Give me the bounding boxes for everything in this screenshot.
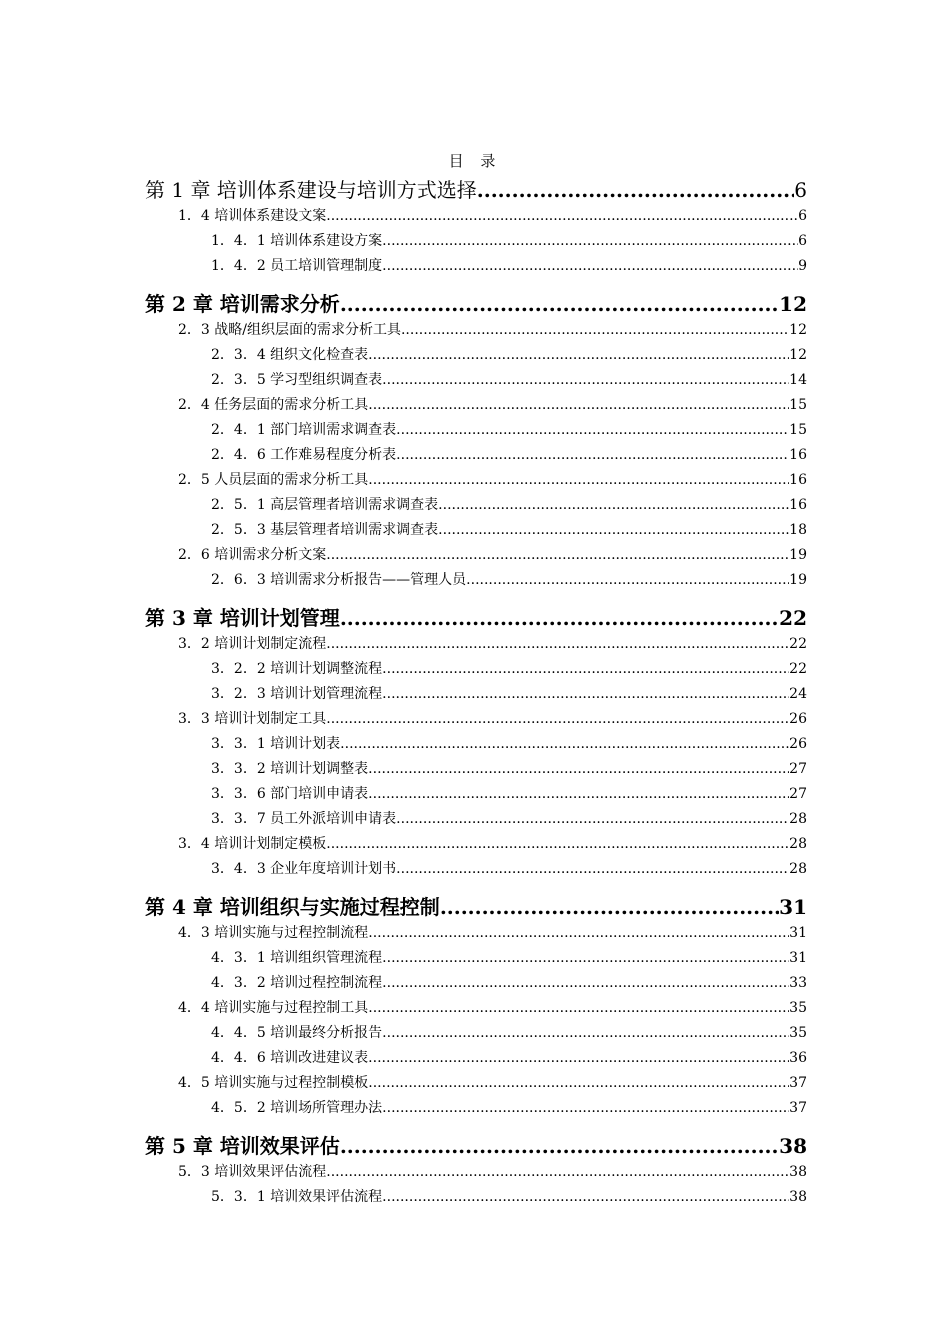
toc-leader-dots (382, 233, 798, 249)
toc-page-number: 37 (789, 1100, 807, 1116)
toc-page-number: 18 (789, 522, 807, 538)
toc-page-number: 15 (789, 422, 807, 438)
toc-subsection-entry[interactable] (145, 1097, 807, 1122)
toc-subsection-entry[interactable] (145, 230, 807, 255)
toc-entry-label: 3．3．6 部门培训申请表 (211, 786, 369, 802)
toc-subsection-entry[interactable] (145, 369, 807, 394)
toc-subsection-entry[interactable] (145, 733, 807, 758)
toc-leader-dots (401, 322, 789, 338)
toc-entry-label: 2．4．1 部门培训需求调查表 (211, 422, 397, 438)
toc-subsection-entry[interactable] (145, 858, 807, 883)
toc-leader-dots (477, 178, 794, 202)
toc-entry-label: 第 1 章 培训体系建设与培训方式选择 (145, 178, 477, 202)
toc-entry-label: 4．3 培训实施与过程控制流程 (178, 925, 369, 941)
toc-page-number: 22 (789, 636, 807, 652)
toc-entry-label: 第 4 章 培训组织与实施过程控制 (145, 895, 440, 919)
toc-subsection-entry[interactable] (145, 683, 807, 708)
toc-leader-dots (382, 1025, 789, 1041)
toc-subsection-entry[interactable] (145, 419, 807, 444)
toc-entry-label: 4．4 培训实施与过程控制工具 (178, 1000, 369, 1016)
toc-leader-dots (368, 397, 789, 413)
toc-page-number: 26 (789, 711, 807, 727)
toc-chapter-entry[interactable] (145, 891, 807, 922)
toc-page-number: 35 (789, 1000, 807, 1016)
toc-page-number: 24 (789, 686, 807, 702)
toc-subsection-entry[interactable] (145, 444, 807, 469)
toc-entry-label: 3．3．2 培训计划调整表 (211, 761, 369, 777)
toc-subsection-entry[interactable] (145, 1047, 807, 1072)
toc-leader-dots (438, 522, 789, 538)
toc-chapter-entry[interactable] (145, 174, 807, 205)
toc-leader-dots (382, 950, 789, 966)
toc-section-entry[interactable] (145, 997, 807, 1022)
toc-leader-dots (382, 975, 789, 991)
toc-entry-label: 4．3．1 培训组织管理流程 (211, 950, 383, 966)
toc-section-entry[interactable] (145, 1072, 807, 1097)
toc-page-number: 37 (789, 1075, 807, 1091)
toc-page-number: 38 (789, 1189, 807, 1205)
toc-page-number: 15 (789, 397, 807, 413)
toc-leader-dots (368, 786, 789, 802)
toc-leader-dots (326, 547, 789, 563)
toc-entry-label: 4．5．2 培训场所管理办法 (211, 1100, 383, 1116)
toc-section-entry[interactable] (145, 1161, 807, 1186)
chapter-spacer (145, 883, 807, 889)
toc-leader-dots (382, 1100, 789, 1116)
toc-leader-dots (368, 1075, 789, 1091)
toc-leader-dots (340, 1134, 779, 1158)
toc-page-number: 16 (789, 447, 807, 463)
toc-leader-dots (396, 422, 789, 438)
toc-leader-dots (466, 572, 789, 588)
toc-page-number: 6 (794, 178, 807, 202)
toc-entry-label: 2．5．3 基层管理者培训需求调查表 (211, 522, 439, 538)
toc-subsection-entry[interactable] (145, 783, 807, 808)
toc-subsection-entry[interactable] (145, 972, 807, 997)
toc-leader-dots (382, 661, 789, 677)
toc-leader-dots (326, 636, 789, 652)
toc-leader-dots (396, 811, 789, 827)
toc-leader-dots (382, 686, 789, 702)
toc-entry-label: 2．5．1 高层管理者培训需求调查表 (211, 497, 439, 513)
toc-leader-dots (438, 497, 789, 513)
toc-page-number: 19 (789, 547, 807, 563)
toc-entry-label: 3．3 培训计划制定工具 (178, 711, 327, 727)
toc-entry-label: 3．4 培训计划制定模板 (178, 836, 327, 852)
toc-entry-label: 3．2 培训计划制定流程 (178, 636, 327, 652)
toc-leader-dots (368, 925, 789, 941)
toc-leader-dots (340, 736, 789, 752)
table-of-contents (145, 172, 807, 1211)
toc-page-number: 31 (789, 950, 807, 966)
toc-subsection-entry[interactable] (145, 947, 807, 972)
chapter-spacer (145, 1122, 807, 1128)
toc-leader-dots (326, 208, 798, 224)
toc-leader-dots (368, 1000, 789, 1016)
toc-leader-dots (368, 472, 789, 488)
toc-page-number: 33 (789, 975, 807, 991)
toc-section-entry[interactable] (145, 205, 807, 230)
toc-page-number: 22 (779, 606, 807, 630)
toc-leader-dots (368, 1050, 789, 1066)
toc-entry-label: 3．2．3 培训计划管理流程 (211, 686, 383, 702)
toc-leader-dots (368, 761, 789, 777)
toc-entry-label: 4．4．5 培训最终分析报告 (211, 1025, 383, 1041)
toc-leader-dots (340, 292, 779, 316)
toc-subsection-entry[interactable] (145, 519, 807, 544)
toc-entry-label: 5．3．1 培训效果评估流程 (211, 1189, 383, 1205)
toc-entry-label: 2．4．6 工作难易程度分析表 (211, 447, 397, 463)
toc-entry-label: 1．4．2 员工培训管理制度 (211, 258, 383, 274)
toc-entry-label: 1．4．1 培训体系建设方案 (211, 233, 383, 249)
toc-subsection-entry[interactable] (145, 808, 807, 833)
chapter-spacer (145, 594, 807, 600)
toc-subsection-entry[interactable] (145, 344, 807, 369)
toc-page-number: 28 (789, 836, 807, 852)
toc-page-number: 16 (789, 472, 807, 488)
toc-page-number: 26 (789, 736, 807, 752)
toc-page-number: 12 (789, 347, 807, 363)
chapter-spacer (145, 280, 807, 286)
toc-section-entry[interactable] (145, 633, 807, 658)
toc-entry-label: 2．5 人员层面的需求分析工具 (178, 472, 369, 488)
toc-entry-label: 2．6．3 培训需求分析报告——管理人员 (211, 572, 467, 588)
toc-entry-label: 第 3 章 培训计划管理 (145, 606, 340, 630)
toc-subsection-entry[interactable] (145, 569, 807, 594)
toc-page-number: 31 (789, 925, 807, 941)
toc-subsection-entry[interactable] (145, 1186, 807, 1211)
toc-subsection-entry[interactable] (145, 255, 807, 280)
toc-entry-label: 1．4 培训体系建设文案 (178, 208, 327, 224)
toc-page-number: 27 (789, 761, 807, 777)
toc-entry-label: 3．2．2 培训计划调整流程 (211, 661, 383, 677)
toc-entry-label: 第 2 章 培训需求分析 (145, 292, 340, 316)
toc-page-number: 9 (798, 258, 807, 274)
toc-page-number: 19 (789, 572, 807, 588)
toc-leader-dots (396, 861, 789, 877)
toc-title: 目 录 (448, 152, 502, 170)
toc-page-number: 6 (798, 208, 807, 224)
toc-subsection-entry[interactable] (145, 758, 807, 783)
toc-section-entry[interactable] (145, 319, 807, 344)
toc-leader-dots (396, 447, 789, 463)
toc-entry-label: 第 5 章 培训效果评估 (145, 1134, 340, 1158)
toc-page-number: 38 (789, 1164, 807, 1180)
toc-leader-dots (340, 606, 779, 630)
toc-leader-dots (368, 347, 789, 363)
toc-subsection-entry[interactable] (145, 1022, 807, 1047)
toc-entry-label: 3．4．3 企业年度培训计划书 (211, 861, 397, 877)
toc-page-number: 14 (789, 372, 807, 388)
toc-page-number: 12 (779, 292, 807, 316)
toc-page-number: 38 (779, 1134, 807, 1158)
toc-leader-dots (382, 1189, 789, 1205)
toc-page-number: 12 (789, 322, 807, 338)
toc-section-entry[interactable] (145, 922, 807, 947)
toc-section-entry[interactable] (145, 394, 807, 419)
toc-entry-label: 2．4 任务层面的需求分析工具 (178, 397, 369, 413)
toc-page-number: 22 (789, 661, 807, 677)
toc-entry-label: 3．3．1 培训计划表 (211, 736, 341, 752)
toc-entry-label: 2．6 培训需求分析文案 (178, 547, 327, 563)
toc-page-number: 16 (789, 497, 807, 513)
toc-section-entry[interactable] (145, 544, 807, 569)
toc-subsection-entry[interactable] (145, 658, 807, 683)
toc-entry-label: 4．4．6 培训改进建议表 (211, 1050, 369, 1066)
toc-leader-dots (382, 258, 798, 274)
toc-entry-label: 4．3．2 培训过程控制流程 (211, 975, 383, 991)
toc-section-entry[interactable] (145, 469, 807, 494)
toc-leader-dots (326, 711, 789, 727)
toc-entry-label: 5．3 培训效果评估流程 (178, 1164, 327, 1180)
toc-chapter-entry[interactable] (145, 1130, 807, 1161)
toc-entry-label: 2．3．5 学习型组织调查表 (211, 372, 383, 388)
toc-leader-dots (382, 372, 789, 388)
toc-leader-dots (326, 1164, 789, 1180)
toc-section-entry[interactable] (145, 708, 807, 733)
toc-page-number: 6 (798, 233, 807, 249)
toc-entry-label: 2．3．4 组织文化检查表 (211, 347, 369, 363)
toc-chapter-entry[interactable] (145, 288, 807, 319)
toc-section-entry[interactable] (145, 833, 807, 858)
toc-entry-label: 2．3 战略/组织层面的需求分析工具 (178, 322, 401, 338)
toc-page-number: 31 (779, 895, 807, 919)
toc-page-number: 36 (789, 1050, 807, 1066)
toc-leader-dots (440, 895, 779, 919)
toc-entry-label: 4．5 培训实施与过程控制模板 (178, 1075, 369, 1091)
toc-subsection-entry[interactable] (145, 494, 807, 519)
toc-page-number: 28 (789, 861, 807, 877)
toc-page-number: 28 (789, 811, 807, 827)
toc-chapter-entry[interactable] (145, 602, 807, 633)
toc-page-number: 27 (789, 786, 807, 802)
toc-leader-dots (326, 836, 789, 852)
toc-entry-label: 3．3．7 员工外派培训申请表 (211, 811, 397, 827)
toc-page-number: 35 (789, 1025, 807, 1041)
